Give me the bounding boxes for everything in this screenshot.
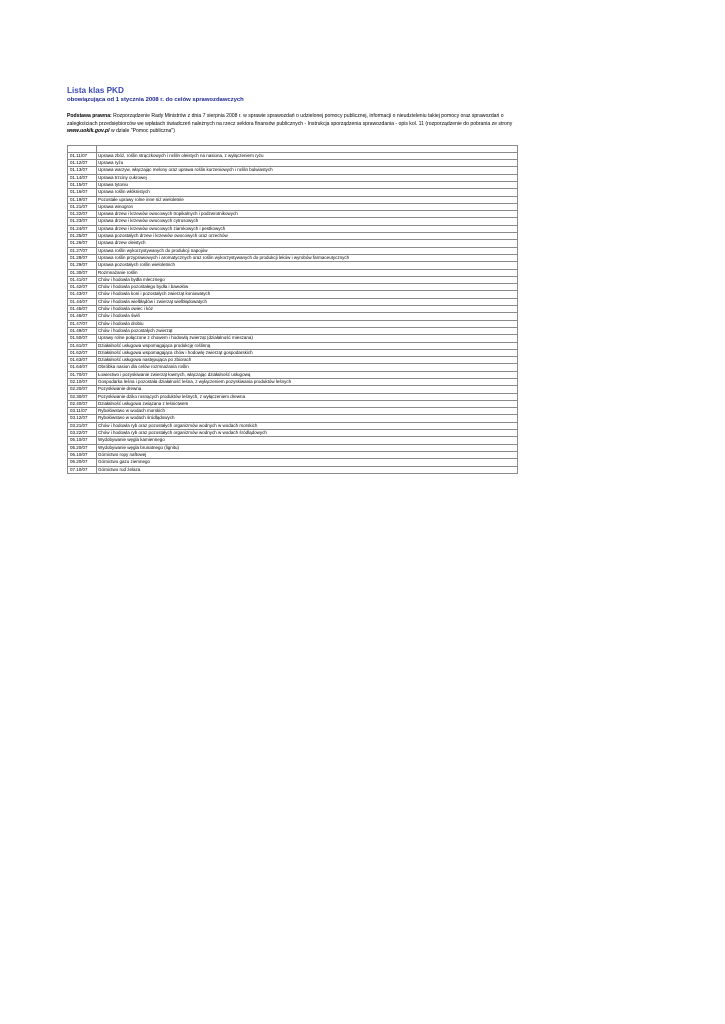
legal-basis-text: Rozporządzenie Rady Ministrów z dnia 7 sierpnia 2008 r. w sprawie sprawozdań o udzielonej pomocy publicznej, informacji o nieudzieleniu takiej pomocy oraz sprawozdań o zaległościach przedsiębiorców we wpłatach świadczeń należnych na rzecz sektora finansów publicznych - Instrukcja sporządzenia sprawozdania - opis kol. 11 (rozporządzenie do pobrania ze strony xyxy=(67,113,513,127)
table-row xyxy=(68,181,518,188)
pkd-name-cell: Chów i hodowla koni i pozostałych zwierząt koniowatych xyxy=(97,291,518,298)
pkd-code-cell: 01.22/07 xyxy=(68,211,97,218)
pkd-name-cell: Chów i hodowla owiec i kóz xyxy=(97,306,518,313)
table-row xyxy=(68,247,518,254)
table-row xyxy=(68,203,518,210)
table-row xyxy=(68,160,518,167)
pkd-code-cell: 02.30/07 xyxy=(68,393,97,400)
table-row xyxy=(68,466,518,473)
pkd-name-cell: Pozostałe uprawy rolne inne niż wieloletnie xyxy=(97,196,518,203)
table-row xyxy=(68,291,518,298)
pkd-name-cell: Chów i hodowla pozostałych zwierząt xyxy=(97,327,518,334)
pkd-code-cell: 01.12/07 xyxy=(68,160,97,167)
blank-cell xyxy=(68,145,97,152)
table-row xyxy=(68,284,518,291)
pkd-name-cell: Działalność usługowa wspomagająca produkcję roślinną xyxy=(97,342,518,349)
pkd-name-cell: Uprawa pozostałych roślin wieloletnich xyxy=(97,262,518,269)
pkd-code-cell: 01.26/07 xyxy=(68,240,97,247)
pkd-code-cell: 01.13/07 xyxy=(68,167,97,174)
pkd-name-cell: Uprawa drzew i krzewów owocowych cytrusowych xyxy=(97,218,518,225)
table-row xyxy=(68,357,518,364)
pkd-code-cell: 01.50/07 xyxy=(68,335,97,342)
pkd-code-cell: 01.23/07 xyxy=(68,218,97,225)
table-row xyxy=(68,313,518,320)
pkd-name-cell: Uprawa ryżu xyxy=(97,160,518,167)
table-row xyxy=(68,386,518,393)
pkd-name-cell: Rozmnażanie roślin xyxy=(97,269,518,276)
legal-basis-paragraph xyxy=(67,113,518,136)
table-row xyxy=(68,189,518,196)
pkd-code-cell: 01.21/07 xyxy=(68,203,97,210)
blank-cell xyxy=(97,145,518,152)
table-row xyxy=(68,327,518,334)
pkd-name-cell: Łowiectwo i pozyskiwanie zwierząt łownych, włączając działalność usługową xyxy=(97,371,518,378)
table-row xyxy=(68,437,518,444)
pkd-code-cell: 01.30/07 xyxy=(68,269,97,276)
pkd-code-cell: 01.24/07 xyxy=(68,225,97,232)
table-row xyxy=(68,430,518,437)
table-row xyxy=(68,196,518,203)
table-row xyxy=(68,393,518,400)
pkd-name-cell: Rybołówstwo w wodach morskich xyxy=(97,408,518,415)
table-row xyxy=(68,451,518,458)
pkd-code-cell: 01.62/07 xyxy=(68,349,97,356)
table-row xyxy=(68,233,518,240)
pkd-code-cell: 01.47/07 xyxy=(68,320,97,327)
pkd-name-cell: Uprawa roślin włóknistych xyxy=(97,189,518,196)
pkd-name-cell: Uprawa winogron xyxy=(97,203,518,210)
table-row xyxy=(68,298,518,305)
pkd-code-cell: 01.19/07 xyxy=(68,196,97,203)
table-row xyxy=(68,269,518,276)
pkd-code-cell: 05.10/07 xyxy=(68,437,97,444)
table-row xyxy=(68,349,518,356)
pkd-name-cell: Chów i hodowla pozostałego bydła i bawołów xyxy=(97,284,518,291)
table-row xyxy=(68,415,518,422)
pkd-name-cell: Górnictwo ropy naftowej xyxy=(97,451,518,458)
pkd-name-cell: Chów i hodowla drobiu xyxy=(97,320,518,327)
table-row xyxy=(68,218,518,225)
pkd-code-cell: 01.16/07 xyxy=(68,189,97,196)
pkd-name-cell: Działalność usługowa następująca po zbiorach xyxy=(97,357,518,364)
table-row xyxy=(68,422,518,429)
table-row xyxy=(68,371,518,378)
pkd-name-cell: Chów i hodowla ryb oraz pozostałych organizmów wodnych w wodach śródlądowych xyxy=(97,430,518,437)
document-subtitle: obowiązująca od 1 stycznia 2008 r. do celów sprawozdawczych xyxy=(67,97,244,103)
pkd-code-cell: 01.14/07 xyxy=(68,174,97,181)
legal-basis-suffix: w dziale "Pomoc publiczna") xyxy=(109,128,175,135)
pkd-code-cell: 01.11/07 xyxy=(68,152,97,159)
pkd-code-cell: 01.15/07 xyxy=(68,181,97,188)
table-row xyxy=(68,444,518,451)
pkd-code-cell: 01.29/07 xyxy=(68,262,97,269)
pkd-name-cell: Uprawa roślin przyprawowych i aromatycznych oraz roślin wykorzystywanych do produkcji leków i wyrobów farmaceutycznych xyxy=(97,254,518,261)
table-row xyxy=(68,254,518,261)
pkd-code-cell: 02.10/07 xyxy=(68,378,97,385)
uokik-link[interactable]: www.uokik.gov.pl xyxy=(67,128,110,135)
pkd-code-cell: 01.63/07 xyxy=(68,357,97,364)
table-row xyxy=(68,174,518,181)
pkd-name-cell: Działalność usługowa wspomagająca chów i hodowlę zwierząt gospodarskich xyxy=(97,349,518,356)
pkd-code-cell: 05.20/07 xyxy=(68,444,97,451)
table-row xyxy=(68,262,518,269)
pkd-code-cell: 01.28/07 xyxy=(68,254,97,261)
table-row xyxy=(68,167,518,174)
pkd-code-cell: 01.45/07 xyxy=(68,306,97,313)
pkd-name-cell: Chów i hodowla wielbłądów i zwierząt wielbłądowatych xyxy=(97,298,518,305)
table-header-spacer-row xyxy=(68,145,518,152)
pkd-code-cell: 01.25/07 xyxy=(68,233,97,240)
table-row xyxy=(68,152,518,159)
pkd-code-cell: 01.64/07 xyxy=(68,364,97,371)
pkd-code-cell: 06.10/07 xyxy=(68,451,97,458)
pkd-code-cell: 01.46/07 xyxy=(68,313,97,320)
pkd-name-cell: Uprawa drzew i krzewów owocowych ziarnkowych i pestkowych xyxy=(97,225,518,232)
pkd-table xyxy=(67,145,518,474)
pkd-code-cell: 03.11/07 xyxy=(68,408,97,415)
pkd-name-cell: Pozyskiwanie drewna xyxy=(97,386,518,393)
pkd-code-cell: 07.10/07 xyxy=(68,466,97,473)
pkd-name-cell: Górnictwo gazu ziemnego xyxy=(97,459,518,466)
pkd-code-cell: 01.43/07 xyxy=(68,291,97,298)
table-row xyxy=(68,378,518,385)
pkd-code-cell: 02.20/07 xyxy=(68,386,97,393)
pkd-name-cell: Chów i hodowla bydła mlecznego xyxy=(97,276,518,283)
pkd-code-cell: 01.49/07 xyxy=(68,327,97,334)
document-title: Lista klas PKD xyxy=(67,86,124,95)
table-row xyxy=(68,306,518,313)
pkd-table-body xyxy=(68,145,518,473)
pkd-code-cell: 06.20/07 xyxy=(68,459,97,466)
pkd-name-cell: Uprawa roślin wykorzystywanych do produkcji napojów xyxy=(97,247,518,254)
pkd-name-cell: Pozyskiwanie dziko rosnących produktów leśnych, z wyłączeniem drewna xyxy=(97,393,518,400)
pkd-code-cell: 01.44/07 xyxy=(68,298,97,305)
pkd-name-cell: Uprawa zbóż, roślin strączkowych i roślin oleistych na nasiona, z wyłączeniem ryżu xyxy=(97,152,518,159)
table-row xyxy=(68,211,518,218)
pkd-name-cell: Uprawa warzyw, włączając melony oraz uprawa roślin korzeniowych i roślin bulwiastych xyxy=(97,167,518,174)
pkd-name-cell: Działalność usługowa związana z leśnictwem xyxy=(97,400,518,407)
pkd-code-cell: 01.70/07 xyxy=(68,371,97,378)
table-row xyxy=(68,335,518,342)
pkd-name-cell: Chów i hodowla ryb oraz pozostałych organizmów wodnych w wodach morskich xyxy=(97,422,518,429)
table-row xyxy=(68,320,518,327)
pkd-name-cell: Uprawa pozostałych drzew i krzewów owocowych oraz orzechów xyxy=(97,233,518,240)
pkd-name-cell: Górnictwo rud żelaza xyxy=(97,466,518,473)
pkd-name-cell: Uprawa drzew i krzewów owocowych tropikalnych i podzwrotnikowych xyxy=(97,211,518,218)
table-row xyxy=(68,240,518,247)
pkd-code-cell: 01.41/07 xyxy=(68,276,97,283)
pkd-name-cell: Uprawa trzciny cukrowej xyxy=(97,174,518,181)
pkd-code-cell: 01.42/07 xyxy=(68,284,97,291)
table-row xyxy=(68,342,518,349)
table-row xyxy=(68,400,518,407)
pkd-name-cell: Uprawa tytoniu xyxy=(97,181,518,188)
pkd-code-cell: 03.22/07 xyxy=(68,430,97,437)
table-row xyxy=(68,276,518,283)
legal-basis-label: Podstawa prawna: xyxy=(67,113,112,119)
pkd-code-cell: 03.21/07 xyxy=(68,422,97,429)
pkd-name-cell: Chów i hodowla świń xyxy=(97,313,518,320)
document-page xyxy=(67,85,518,474)
pkd-code-cell: 02.40/07 xyxy=(68,400,97,407)
pkd-name-cell: Uprawa drzew oleistych xyxy=(97,240,518,247)
pkd-name-cell: Wydobywanie węgla brunatnego (lignitu) xyxy=(97,444,518,451)
pkd-name-cell: Uprawy rolne połączone z chowem i hodowlą zwierząt (działalność mieszana) xyxy=(97,335,518,342)
pkd-name-cell: Rybołówstwo w wodach śródlądowych xyxy=(97,415,518,422)
pkd-name-cell: Wydobywanie węgla kamiennego xyxy=(97,437,518,444)
pkd-code-cell: 01.61/07 xyxy=(68,342,97,349)
pkd-code-cell: 03.12/07 xyxy=(68,415,97,422)
pkd-name-cell: Gospodarka leśna i pozostała działalność leśna, z wyłączeniem pozyskiwania produktów leśnych xyxy=(97,378,518,385)
pkd-name-cell: Obróbka nasion dla celów rozmnażania roślin xyxy=(97,364,518,371)
table-row xyxy=(68,364,518,371)
table-row xyxy=(68,408,518,415)
table-row xyxy=(68,225,518,232)
pkd-code-cell: 01.27/07 xyxy=(68,247,97,254)
table-row xyxy=(68,459,518,466)
